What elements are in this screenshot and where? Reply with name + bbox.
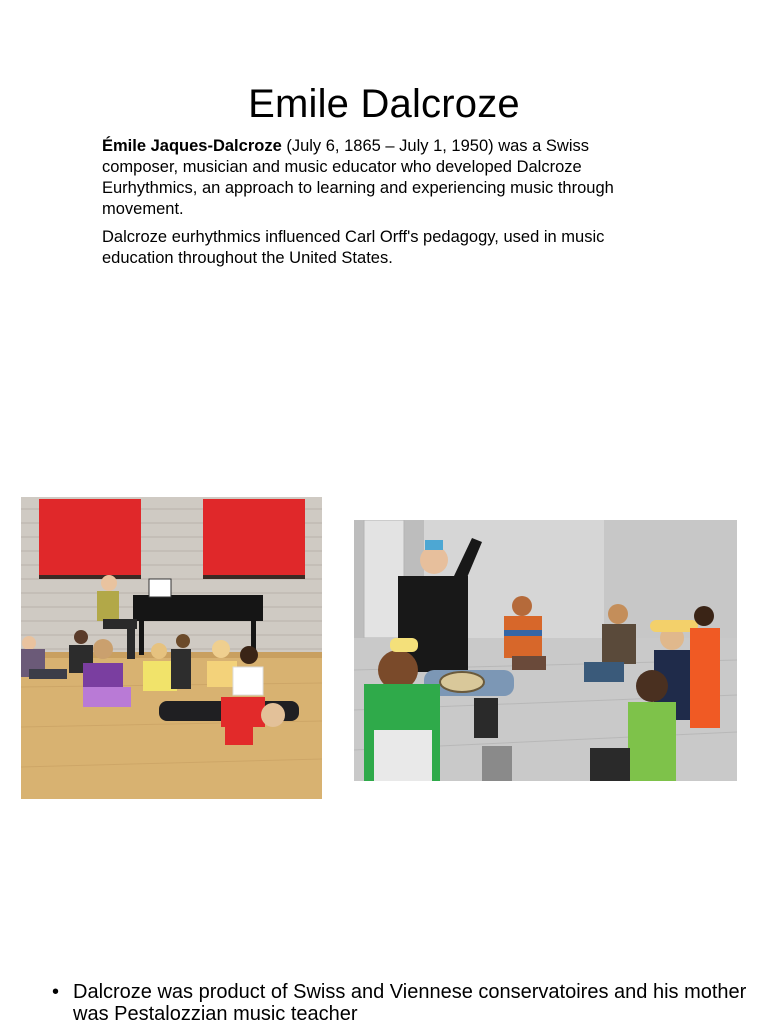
bullet-marker: • bbox=[52, 981, 60, 1003]
bio-paragraph-2: Dalcroze eurhythmics influenced Carl Orff's pedagogy, used in music education throughout the United States. bbox=[102, 228, 605, 267]
slide-title: Emile Dalcroze bbox=[248, 82, 520, 126]
bio-name: Émile Jaques-Dalcroze bbox=[102, 137, 282, 155]
bullet-item bbox=[52, 981, 752, 1025]
bio-paragraph-1 bbox=[102, 136, 662, 220]
bio-text-block bbox=[102, 136, 662, 276]
bio-paragraph-1-text: (July 6, 1865 – July 1, 1950) was a Swiss composer, musician and music educator who developed Dalcroze Eurhythmics, an approach to learning and experiencing music through movement. bbox=[102, 137, 614, 218]
bullet-text: Dalcroze was product of Swiss and Viennese conservatoires and his mother was Pestalozzian music teacher bbox=[73, 981, 747, 1025]
photo-piano-studio bbox=[21, 497, 322, 799]
bullet-list bbox=[52, 981, 752, 1025]
photo-instrument-circle bbox=[354, 520, 737, 781]
